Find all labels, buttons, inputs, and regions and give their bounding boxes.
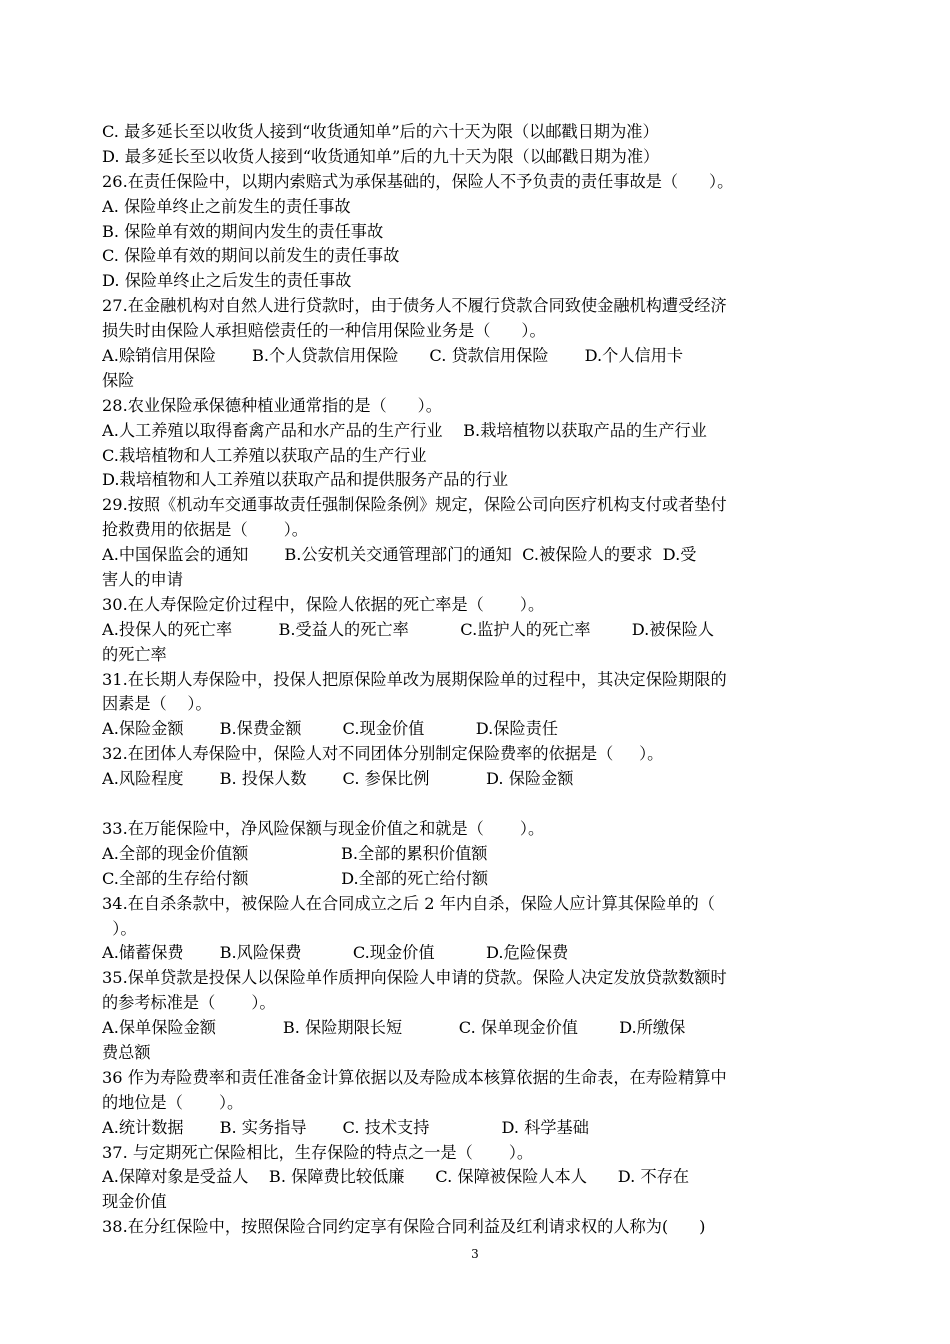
text-line: 的参考标准是（ ）。 bbox=[102, 993, 276, 1013]
text-line: 的地位是（ ）。 bbox=[102, 1092, 244, 1112]
text-line: ）。 bbox=[102, 918, 137, 938]
text-line: 29.按照《机动车交通事故责任强制保险条例》规定，保险公司向医疗机构支付或者垫付 bbox=[102, 495, 727, 515]
page-number: 3 bbox=[471, 1247, 479, 1261]
text-line: A.风险程度 B. 投保人数 C. 参保比例 D. 保险金额 bbox=[102, 769, 574, 789]
text-line: 33.在万能保险中，净风险保额与现金价值之和就是（ ）。 bbox=[102, 818, 545, 838]
text-line: A.保险金额 B.保费金额 C.现金价值 D.保险责任 bbox=[102, 719, 559, 739]
text-line: 34.在自杀条款中，被保险人在合同成立之后 2 年内自杀，保险人应计算其保险单的（ bbox=[102, 893, 715, 913]
text-line: C. 保险单有效的期间以前发生的责任事故 bbox=[102, 246, 400, 266]
text-line: 损失时由保险人承担赔偿责任的一种信用保险业务是（ ）。 bbox=[102, 321, 546, 341]
text-line: A.储蓄保费 B.风险保费 C.现金价值 D.危险保费 bbox=[102, 943, 569, 963]
text-line: 因素是（ ）。 bbox=[102, 694, 212, 714]
blank-line bbox=[102, 792, 842, 817]
text-line: A.投保人的死亡率 B.受益人的死亡率 C.监护人的死亡率 D.被保险人 bbox=[102, 619, 714, 639]
text-line: C. 最多延长至以收货人接到“收货通知单”后的六十天为限（以邮戳日期为准） bbox=[102, 122, 659, 141]
text-line: A. 保险单终止之前发生的责任事故 bbox=[102, 196, 351, 216]
text-line: 27.在金融机构对自然人进行贷款时，由于债务人不履行贷款合同致使金融机构遭受经济 bbox=[102, 296, 727, 316]
text-line: B. 保险单有效的期间内发生的责任事故 bbox=[102, 221, 384, 241]
text-line: C.全部的生存给付额 D.全部的死亡给付额 bbox=[102, 868, 489, 888]
text-line: 38.在分红保险中，按照保险合同约定享有保险合同利益及红利请求权的人称为( ) bbox=[102, 1217, 706, 1237]
text-line: A.人工养殖以取得畜禽产品和水产品的生产行业 B.栽培植物以获取产品的生产行业 bbox=[102, 420, 707, 440]
text-line: D. 最多延长至以收货人接到“收货通知单”后的九十天为限（以邮戳日期为准） bbox=[102, 146, 660, 166]
text-line: A.保单保险金额 B. 保险期限长短 C. 保单现金价值 D.所缴保 bbox=[102, 1018, 686, 1038]
text-line: 36 作为寿险费率和责任准备金计算依据以及寿险成本核算依据的生命表，在寿险精算中 bbox=[102, 1067, 727, 1087]
text-line: 37. 与定期死亡保险相比，生存保险的特点之一是（ ）。 bbox=[102, 1142, 534, 1162]
text-line: A.保障对象是受益人 B. 保障费比较低廉 C. 保障被保险人本人 D. 不存在 bbox=[102, 1167, 690, 1187]
text-line: A.赊销信用保险 B.个人贷款信用保险 C. 贷款信用保险 D.个人信用卡 bbox=[102, 346, 684, 366]
text-line: A.中国保监会的通知 B.公安机关交通管理部门的通知 C.被保险人的要求 D.受 bbox=[102, 545, 697, 565]
text-line: 费总额 bbox=[102, 1042, 151, 1062]
text-line: C.栽培植物和人工养殖以获取产品的生产行业 bbox=[102, 445, 427, 465]
text-line: 害人的申请 bbox=[102, 570, 183, 590]
text-line: 现金价值 bbox=[102, 1192, 167, 1212]
text-line: A.统计数据 B. 实务指导 C. 技术支持 D. 科学基础 bbox=[102, 1117, 589, 1137]
text-line: 抢救费用的依据是（ ）。 bbox=[102, 520, 308, 540]
text-line: D.栽培植物和人工养殖以获取产品和提供服务产品的行业 bbox=[102, 470, 509, 490]
text-line: A.全部的现金价值额 B.全部的累积价值额 bbox=[102, 843, 488, 863]
text-line: 26.在责任保险中，以期内索赔式为承保基础的，保险人不予负责的责任事故是（ ）。 bbox=[102, 171, 734, 191]
text-line: D. 保险单终止之后发生的责任事故 bbox=[102, 271, 352, 291]
text-line: 32.在团体人寿保险中，保险人对不同团体分别制定保险费率的依据是（ ）。 bbox=[102, 744, 664, 764]
text-line: 30.在人寿保险定价过程中，保险人依据的死亡率是（ ）。 bbox=[102, 594, 545, 614]
question-text-block bbox=[102, 120, 842, 1240]
text-line: 28.农业保险承保德种植业通常指的是（ ）。 bbox=[102, 395, 442, 415]
text-line: 35.保单贷款是投保人以保险单作质押向保险人申请的贷款。保险人决定发放贷款数额时 bbox=[102, 968, 727, 988]
text-line: 的死亡率 bbox=[102, 644, 167, 664]
text-line: 31.在长期人寿保险中，投保人把原保险单改为展期保险单的过程中，其决定保险期限的 bbox=[102, 669, 727, 689]
text-line: 保险 bbox=[102, 370, 135, 390]
